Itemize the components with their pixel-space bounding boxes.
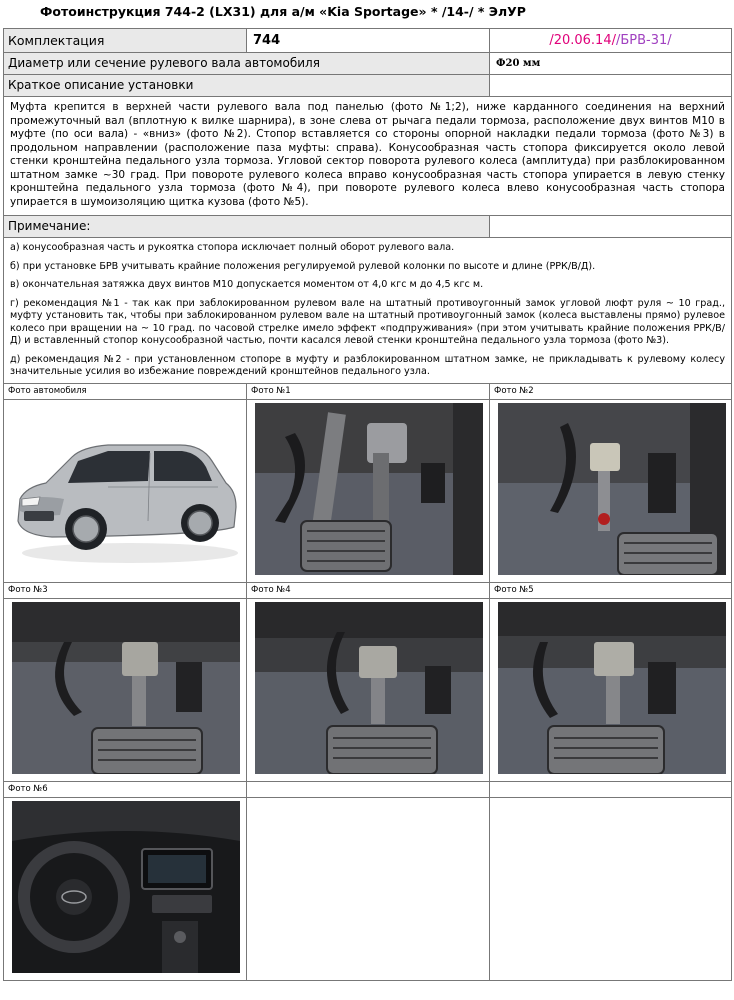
page-title: Фотоинструкция 744-2 (LX31) для а/м «Kia Sportage» * /14-/ * ЭлУР bbox=[40, 4, 526, 19]
notes-label: Примечание: bbox=[4, 216, 490, 238]
instruction-table bbox=[3, 28, 732, 981]
photo-5-label: Фото №5 bbox=[490, 582, 732, 598]
install-label-row bbox=[4, 75, 732, 97]
photo-3-cell bbox=[4, 598, 247, 781]
photo-4-label: Фото №4 bbox=[247, 582, 490, 598]
photo-car-cell bbox=[4, 399, 247, 582]
photo-labels-row-2 bbox=[4, 582, 732, 598]
photo-labels-row-3 bbox=[4, 781, 732, 797]
notes-label-row bbox=[4, 216, 732, 238]
photo-2-cell bbox=[490, 399, 732, 582]
diameter-value: Ф20 мм bbox=[490, 53, 732, 75]
photo-5-image bbox=[498, 602, 726, 774]
photo-4-cell bbox=[247, 598, 490, 781]
kit-label: Комплектация bbox=[4, 29, 247, 53]
note-item: г) рекомендация №1 - так как при заблокированном рулевом вале на штатный противоугонный замок угловой люфт руля ~ 10 град., муфту установить так, чтобы при заблокированном рулевом вале на штатный противоугонный замок (колеса выставлены прямо) рулевое колесо при вращении на ~ 10 град. по часовой стрелке имело эффект «подпруживания» (при этом учитывать крайние положения РРК/В/Д) и вставленный стопор конусообразной частью, почти касался левой стенки кронштейна педального узла тормоза (фото №3). bbox=[10, 297, 725, 346]
installation-description: Муфта крепится в верхней части рулевого вала под панелью (фото №1;2), ниже карданного соединения на верхний промежуточный вал (вплотную к вилке шарнира), в зоне слева от рычага педали тормоза, расположение двух винтов М10 в муфте (по оси вала) - «вниз» (фото №2). Стопор вставляется со стороны опорной накладки педали тормоза (фото №3) в продольном направлении (расположение паза муфты: справа). Конусообразная часть стопора фиксируется около левой стенки кронштейна педального узла тормоза. Угловой сектор поворота рулевого колеса (амплитуда) при разблокированном штатном замке ~30 град. При повороте рулевого колеса вправо конусообразная часть стопора упирается в левую стенку кронштейна педального узла тормоза (фото №4), при повороте рулевого колеса влево конусообразная часть стопора упирается в шумоизоляцию щитка кузова (фото №5). bbox=[4, 97, 732, 216]
photo-1-label: Фото №1 bbox=[247, 383, 490, 399]
diameter-label: Диаметр или сечение рулевого вала автомобиля bbox=[4, 53, 490, 75]
kit-value: 744 bbox=[247, 29, 490, 53]
diameter-row bbox=[4, 53, 732, 75]
photo-car-label: Фото автомобиля bbox=[4, 383, 247, 399]
photo-labels-row-1 bbox=[4, 383, 732, 399]
photo-2-image bbox=[498, 403, 726, 575]
date-stamp bbox=[490, 29, 732, 53]
empty-photo-cell bbox=[490, 797, 732, 980]
photo-3-image bbox=[12, 602, 240, 774]
install-label: Краткое описание установки bbox=[4, 75, 490, 97]
notes-row bbox=[4, 238, 732, 384]
empty-label-cell bbox=[490, 781, 732, 797]
install-label-empty bbox=[490, 75, 732, 97]
note-item: д) рекомендация №2 - при установленном стопоре в муфту и разблокированном штатном замке, не прикладывать к рулевому колесу значительные усилия во избежание повреждений кронштейнов педального узла. bbox=[10, 353, 725, 377]
photo-6-label: Фото №6 bbox=[4, 781, 247, 797]
kit-row bbox=[4, 29, 732, 53]
photo-2-label: Фото №2 bbox=[490, 383, 732, 399]
photo-row-3 bbox=[4, 797, 732, 980]
car-photo bbox=[12, 403, 240, 575]
photo-row-1 bbox=[4, 399, 732, 582]
date-part-2: /БРВ-31/ bbox=[615, 33, 672, 48]
note-item: в) окончательная затяжка двух винтов М10 допускается моментом от 4,0 кгс м до 4,5 кгс м. bbox=[10, 279, 484, 290]
photo-4-image bbox=[255, 602, 483, 774]
note-item: а) конусообразная часть и рукоятка стопора исключает полный оборот рулевого вала. bbox=[10, 242, 455, 253]
empty-label-cell bbox=[247, 781, 490, 797]
note-item: б) при установке БРВ учитывать крайние положения регулируемой рулевой колонки по высоте и длине (РРК/В/Д). bbox=[10, 260, 596, 272]
photo-6-cell bbox=[4, 797, 247, 980]
photo-5-cell bbox=[490, 598, 732, 781]
date-part-1: /20.06.14/ bbox=[549, 33, 616, 48]
photo-1-cell bbox=[247, 399, 490, 582]
photo-row-2 bbox=[4, 598, 732, 781]
notes-body bbox=[4, 238, 732, 384]
description-row bbox=[4, 97, 732, 216]
notes-label-empty bbox=[490, 216, 732, 238]
photo-6-image bbox=[12, 801, 240, 973]
photo-3-label: Фото №3 bbox=[4, 582, 247, 598]
empty-photo-cell bbox=[247, 797, 490, 980]
photo-1-image bbox=[255, 403, 483, 575]
